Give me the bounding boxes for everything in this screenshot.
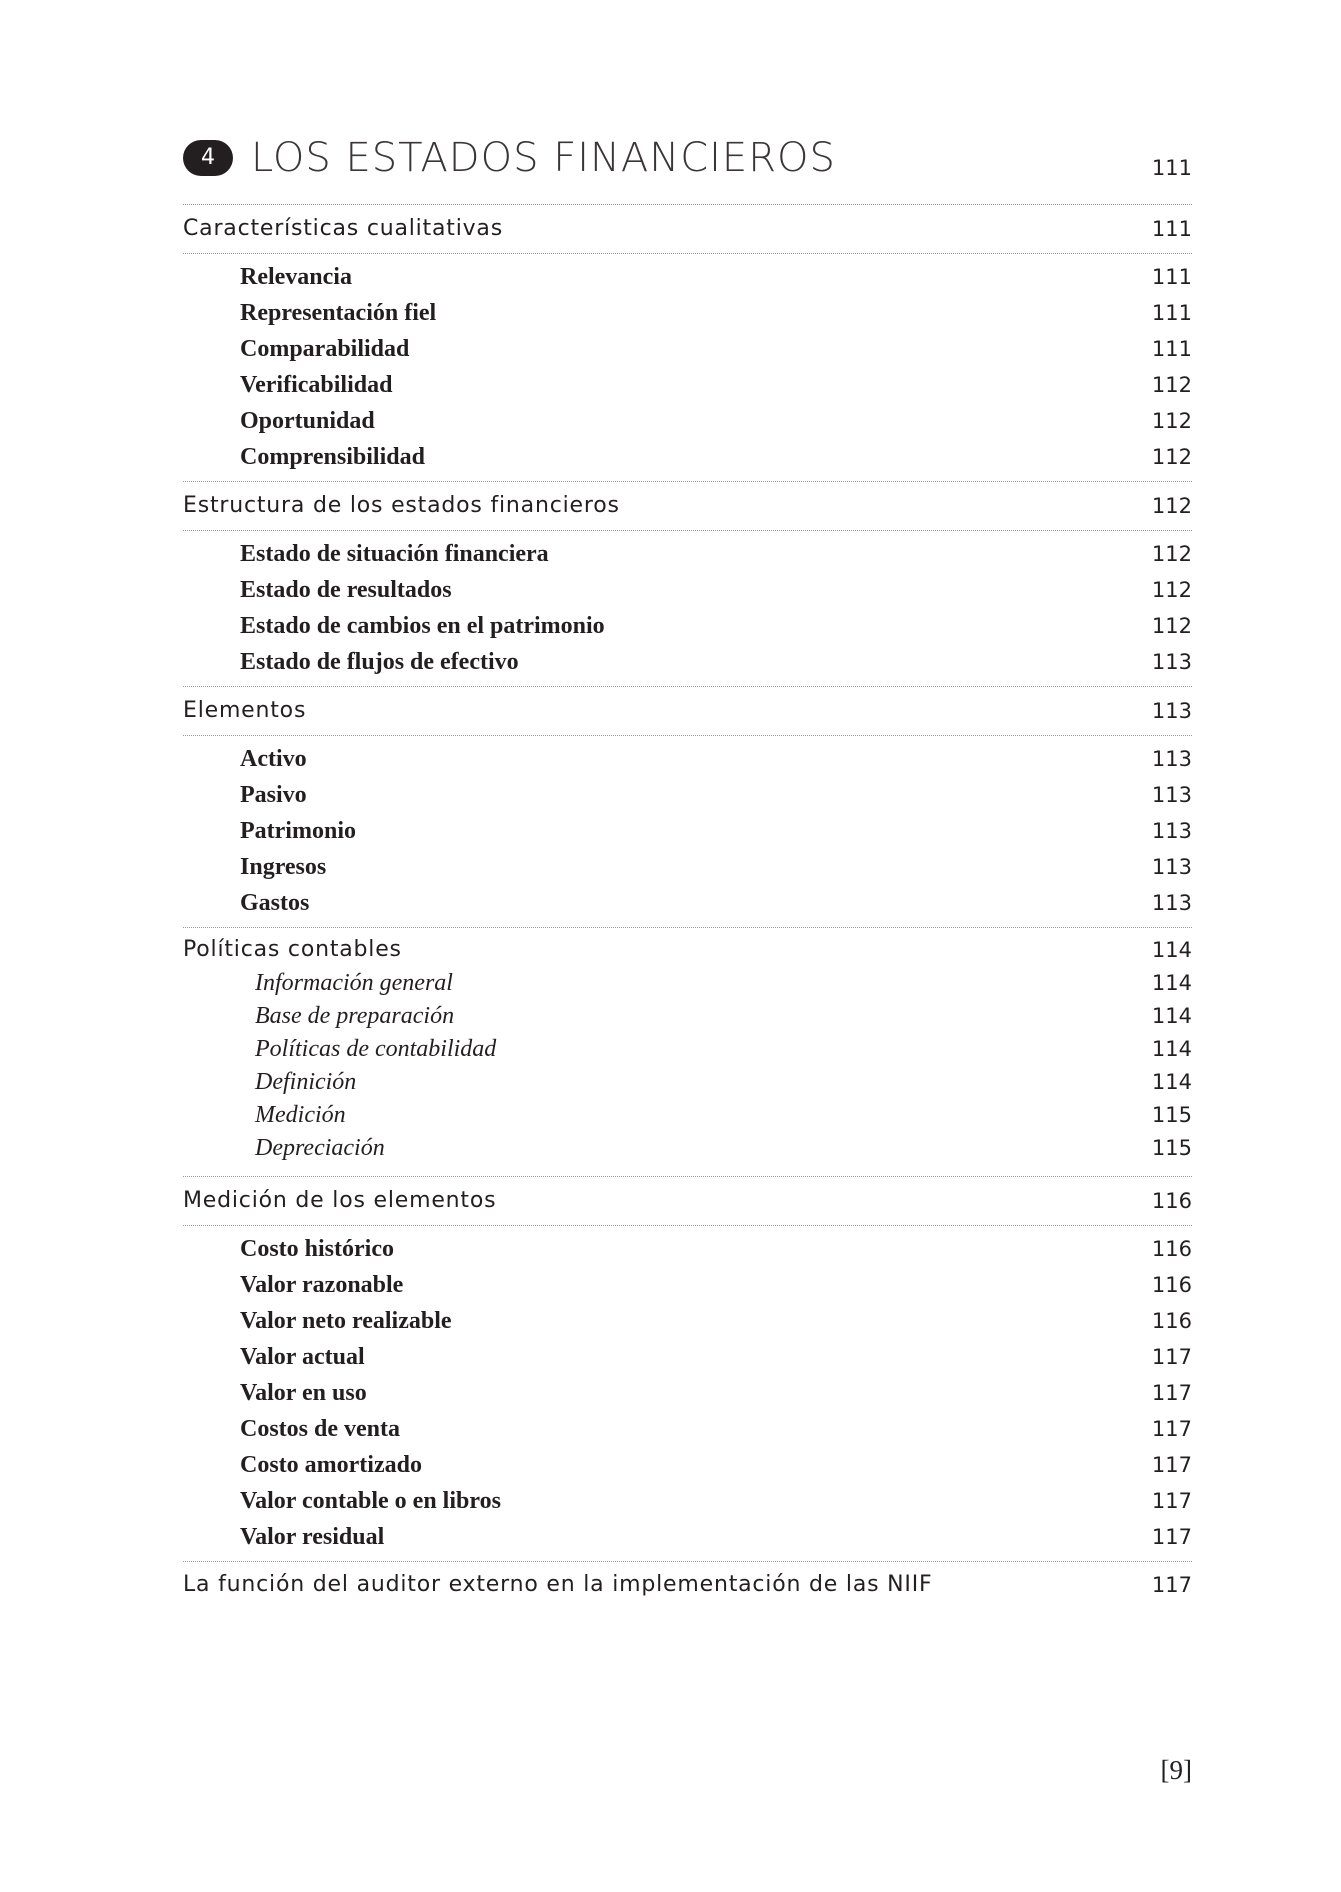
entry-page-number: 114 <box>1151 1037 1192 1061</box>
entry-label: Medición <box>255 1102 346 1128</box>
section-page-number: 111 <box>1151 217 1192 241</box>
section-title: La función del auditor externo en la implementación de las NIIF <box>183 1572 933 1597</box>
chapter-number-badge: 4 <box>183 140 233 176</box>
entry-page-number: 113 <box>1151 650 1192 674</box>
chapter-title: LOS ESTADOS FINANCIEROS <box>251 135 836 181</box>
toc-entry[interactable] <box>183 644 1192 680</box>
toc-entry[interactable] <box>183 1231 1192 1267</box>
section-title: Elementos <box>183 698 307 723</box>
entry-page-number: 111 <box>1151 337 1192 361</box>
entry-label: Base de preparación <box>255 1003 455 1029</box>
entry-page-number: 114 <box>1151 971 1192 995</box>
section-page-number: 112 <box>1151 494 1192 518</box>
chapter-heading <box>183 128 1192 188</box>
entry-page-number: 111 <box>1151 301 1192 325</box>
toc-entry[interactable] <box>183 439 1192 475</box>
dotted-divider <box>183 735 1192 736</box>
section-title: Estructura de los estados financieros <box>183 493 620 518</box>
dotted-divider <box>183 253 1192 254</box>
entry-page-number: 111 <box>1151 265 1192 289</box>
toc-entry[interactable] <box>183 1519 1192 1555</box>
toc-section[interactable] <box>183 1183 1192 1219</box>
section-title: Características cualitativas <box>183 216 503 241</box>
entry-page-number: 115 <box>1151 1103 1192 1127</box>
toc-section[interactable] <box>183 1567 1192 1603</box>
dotted-divider <box>183 686 1192 687</box>
toc-section[interactable] <box>183 488 1192 524</box>
entry-label: Activo <box>240 746 307 772</box>
entry-label: Costo histórico <box>240 1236 394 1262</box>
toc-entry[interactable] <box>183 885 1192 921</box>
toc-section[interactable] <box>183 211 1192 247</box>
section-page-number: 114 <box>1151 938 1192 962</box>
entry-page-number: 113 <box>1151 891 1192 915</box>
toc-entry[interactable] <box>183 1066 1192 1102</box>
entry-label: Relevancia <box>240 264 352 290</box>
section-page-number: 116 <box>1151 1189 1192 1213</box>
toc-entry[interactable] <box>183 1132 1192 1168</box>
dotted-divider <box>183 1561 1192 1562</box>
entry-page-number: 115 <box>1151 1136 1192 1160</box>
toc-entry[interactable] <box>183 1339 1192 1375</box>
entry-label: Estado de resultados <box>240 577 452 603</box>
dotted-divider <box>183 1176 1192 1177</box>
toc-entry[interactable] <box>183 331 1192 367</box>
toc-entry[interactable] <box>183 295 1192 331</box>
dotted-divider <box>183 204 1192 205</box>
entry-page-number: 113 <box>1151 855 1192 879</box>
entry-label: Estado de cambios en el patrimonio <box>240 613 605 639</box>
entry-page-number: 112 <box>1151 614 1192 638</box>
entry-label: Gastos <box>240 890 310 916</box>
toc-entry[interactable] <box>183 1483 1192 1519</box>
entry-label: Pasivo <box>240 782 307 808</box>
toc-entry[interactable] <box>183 1375 1192 1411</box>
toc-entry[interactable] <box>183 1411 1192 1447</box>
entry-label: Comparabilidad <box>240 336 410 362</box>
entry-page-number: 112 <box>1151 409 1192 433</box>
entry-page-number: 112 <box>1151 578 1192 602</box>
entry-label: Costo amortizado <box>240 1452 422 1478</box>
page-folio: [9] <box>1160 1755 1192 1785</box>
entry-page-number: 117 <box>1151 1417 1192 1441</box>
dotted-divider <box>183 530 1192 531</box>
entry-page-number: 116 <box>1151 1309 1192 1333</box>
entry-label: Comprensibilidad <box>240 444 425 470</box>
entry-label: Valor neto realizable <box>240 1308 452 1334</box>
dotted-divider <box>183 481 1192 482</box>
entry-page-number: 117 <box>1151 1489 1192 1513</box>
toc-entry[interactable] <box>183 777 1192 813</box>
toc-entry[interactable] <box>183 1033 1192 1069</box>
toc-section[interactable] <box>183 693 1192 729</box>
entry-label: Valor actual <box>240 1344 365 1370</box>
toc-entry[interactable] <box>183 536 1192 572</box>
toc-entry[interactable] <box>183 967 1192 1003</box>
entry-page-number: 113 <box>1151 783 1192 807</box>
entry-page-number: 113 <box>1151 747 1192 771</box>
entry-label: Valor residual <box>240 1524 385 1550</box>
toc-entry[interactable] <box>183 741 1192 777</box>
entry-label: Información general <box>255 970 453 996</box>
toc-entry[interactable] <box>183 608 1192 644</box>
entry-page-number: 113 <box>1151 819 1192 843</box>
toc-entry[interactable] <box>183 1267 1192 1303</box>
toc-entry[interactable] <box>183 1000 1192 1036</box>
entry-page-number: 116 <box>1151 1273 1192 1297</box>
entry-label: Políticas de contabilidad <box>255 1036 497 1062</box>
toc-entry[interactable] <box>183 813 1192 849</box>
entry-page-number: 117 <box>1151 1525 1192 1549</box>
toc-entry[interactable] <box>183 572 1192 608</box>
toc-entry[interactable] <box>183 259 1192 295</box>
entry-label: Estado de situación financiera <box>240 541 549 567</box>
section-title: Políticas contables <box>183 937 402 962</box>
entry-label: Estado de flujos de efectivo <box>240 649 519 675</box>
section-title: Medición de los elementos <box>183 1188 497 1213</box>
entry-label: Depreciación <box>255 1135 385 1161</box>
entry-page-number: 112 <box>1151 373 1192 397</box>
toc-entry[interactable] <box>183 1447 1192 1483</box>
toc-entry[interactable] <box>183 1303 1192 1339</box>
dotted-divider <box>183 927 1192 928</box>
entry-page-number: 114 <box>1151 1070 1192 1094</box>
entry-label: Verificabilidad <box>240 372 393 398</box>
entry-page-number: 117 <box>1151 1381 1192 1405</box>
entry-label: Ingresos <box>240 854 327 880</box>
entry-page-number: 117 <box>1151 1453 1192 1477</box>
entry-label: Oportunidad <box>240 408 375 434</box>
toc-entry[interactable] <box>183 403 1192 439</box>
toc-entry[interactable] <box>183 367 1192 403</box>
toc-entry[interactable] <box>183 1099 1192 1135</box>
entry-page-number: 112 <box>1151 445 1192 469</box>
section-page-number: 117 <box>1151 1573 1192 1597</box>
entry-label: Valor razonable <box>240 1272 404 1298</box>
entry-label: Valor contable o en libros <box>240 1488 501 1514</box>
toc-section[interactable] <box>183 932 1192 968</box>
entry-page-number: 114 <box>1151 1004 1192 1028</box>
entry-page-number: 116 <box>1151 1237 1192 1261</box>
entry-page-number: 117 <box>1151 1345 1192 1369</box>
entry-label: Definición <box>255 1069 357 1095</box>
chapter-page-number: 111 <box>1151 156 1192 180</box>
dotted-divider <box>183 1225 1192 1226</box>
section-page-number: 113 <box>1151 699 1192 723</box>
entry-label: Costos de venta <box>240 1416 400 1442</box>
entry-page-number: 112 <box>1151 542 1192 566</box>
entry-label: Representación fiel <box>240 300 437 326</box>
toc-entry[interactable] <box>183 849 1192 885</box>
entry-label: Valor en uso <box>240 1380 367 1406</box>
entry-label: Patrimonio <box>240 818 356 844</box>
